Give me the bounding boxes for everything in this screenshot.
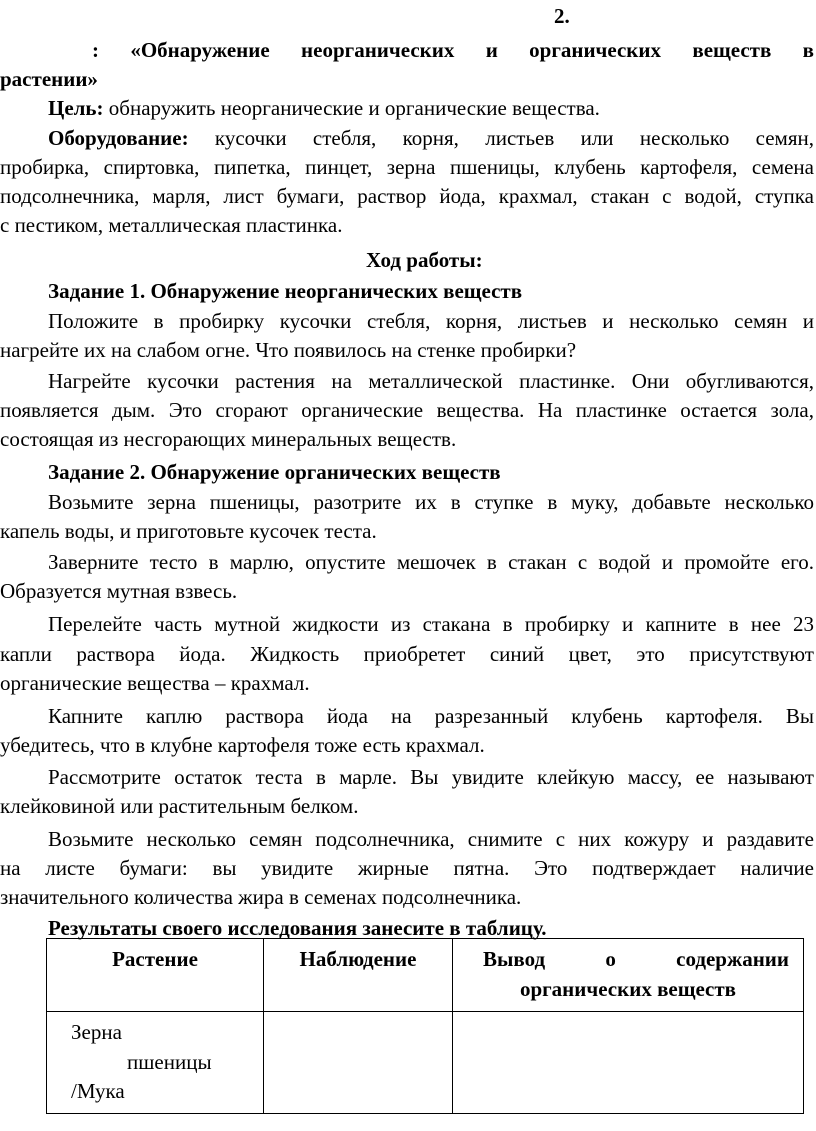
table-header-row <box>47 939 804 1012</box>
cell-observation[interactable] <box>264 1012 453 1114</box>
header-conclusion-line-1: Вывод о содержании <box>483 947 789 971</box>
goal-text: обнаружить неорганические и органические вещества. <box>103 96 600 120</box>
title-line-1: : «Обнаружение неорганических и органических веществ в <box>92 38 814 62</box>
task2-p6-line-2: на листе бумаги: вы увидите жирные пятна. Это подтверждает наличие <box>0 856 814 880</box>
task2-p3-line-2: капли раствора йода. Жидкость приобретет синий цвет, это присутствуют <box>0 642 814 666</box>
work-number: 2. <box>554 4 570 28</box>
equipment-line-4: с пестиком, металлическая пластинка. <box>0 213 343 237</box>
cell-conclusion[interactable] <box>453 1012 804 1114</box>
task2-p6-line-1: Возьмите несколько семян подсолнечника, снимите с них кожуру и раздавите <box>48 827 814 851</box>
title-line-2: растении» <box>0 67 98 91</box>
procedure-heading: Ход работы: <box>366 248 483 272</box>
task2-p1-line-2: капель воды, и приготовьте кусочек теста. <box>0 519 377 543</box>
goal-line <box>48 94 600 124</box>
task2-p3-line-1: Перелейте часть мутной жидкости из стакана в пробирку и капните в нее 23 <box>48 612 814 636</box>
task1-p2-line-2: появляется дым. Это сгорают органические вещества. На пластинке остается зола, <box>0 398 814 422</box>
header-plant: Растение <box>47 939 264 1012</box>
goal-label: Цель: <box>48 96 104 120</box>
task2-p3-line-3: органические вещества – крахмал. <box>0 671 310 695</box>
equipment-label: Оборудование: <box>48 126 189 150</box>
cell-plant-line-2: пшеницы <box>127 1049 212 1074</box>
equipment-line-1 <box>48 124 814 154</box>
task2-p1-line-1: Возьмите зерна пшеницы, разотрите их в ступке в муку, добавьте несколько <box>48 490 814 514</box>
header-conclusion-line-2: органических веществ <box>519 976 737 1001</box>
task2-p2-line-1: Заверните тесто в марлю, опустите мешочек в стакан с водой и промойте его. <box>48 550 814 574</box>
cell-plant-line-1: Зерна <box>71 1020 122 1044</box>
task2-p6-line-3: значительного количества жира в семенах подсолнечника. <box>0 885 522 909</box>
task1-p2-line-3: состоящая из несгорающих минеральных веществ. <box>0 427 457 451</box>
task2-p4-line-2: убедитесь, что в клубне картофеля тоже есть крахмал. <box>0 733 485 757</box>
header-conclusion <box>453 939 804 1012</box>
task2-p5-line-1: Рассмотрите остаток теста в марле. Вы увидите клейкую массу, ее называют <box>48 765 814 789</box>
task1-p2-line-1: Нагрейте кусочки растения на металлической пластинке. Они обугливаются, <box>48 369 814 393</box>
task2-p5-line-2: клейковиной или растительным белком. <box>0 794 359 818</box>
task1-p1-line-2: нагрейте их на слабом огне. Что появилось на стенке пробирки? <box>0 338 577 362</box>
task1-heading: Задание 1. Обнаружение неорганических веществ <box>48 279 523 303</box>
results-table <box>46 938 804 1114</box>
cell-plant-line-3: /Мука <box>71 1079 125 1103</box>
table-row <box>47 1012 804 1114</box>
task2-p4-line-1: Капните каплю раствора йода на разрезанный клубень картофеля. Вы <box>48 704 814 728</box>
task2-p2-line-2: Образуется мутная взвесь. <box>0 579 238 603</box>
equipment-text-1: кусочки стебля, корня, листьев или несколько семян, <box>188 126 814 150</box>
equipment-line-2: пробирка, спиртовка, пипетка, пинцет, зерна пшеницы, клубень картофеля, семена <box>0 155 814 179</box>
task2-heading: Задание 2. Обнаружение органических веществ <box>48 460 501 484</box>
equipment-line-3: подсолнечника, марля, лист бумаги, раствор йода, крахмал, стакан с водой, ступка <box>0 184 814 208</box>
cell-plant <box>47 1012 264 1114</box>
header-observation: Наблюдение <box>264 939 453 1012</box>
task1-p1-line-1: Положите в пробирку кусочки стебля, корня, листьев и несколько семян и <box>48 309 814 333</box>
results-heading: Результаты своего исследования занесите в таблицу. <box>48 916 547 940</box>
